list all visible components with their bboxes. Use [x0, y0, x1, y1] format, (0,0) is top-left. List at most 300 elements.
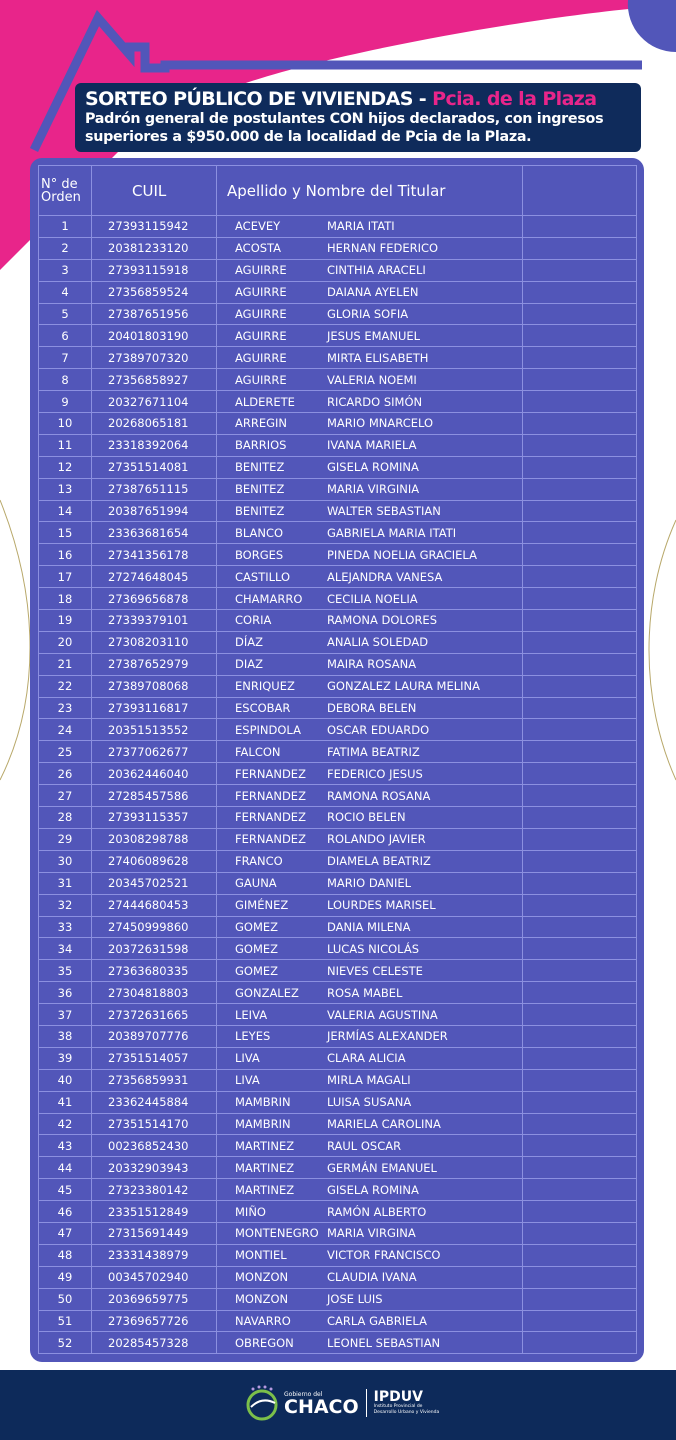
- logo-ipduv-sub2: Desarrollo Urbano y Vivienda: [373, 1410, 440, 1415]
- name-cell: [217, 456, 523, 478]
- order-cell: 44: [39, 1157, 92, 1179]
- cuil-cell: 20268065181: [92, 413, 217, 435]
- name-cell: [217, 1069, 523, 1091]
- empty-cell: [523, 1157, 637, 1179]
- order-cell: 25: [39, 741, 92, 763]
- first-name: JESUS EMANUEL: [327, 328, 421, 343]
- order-cell: 30: [39, 850, 92, 872]
- empty-cell: [523, 697, 637, 719]
- first-name: RAMONA ROSANA: [327, 788, 431, 803]
- cuil-cell: 27351514081: [92, 456, 217, 478]
- surname: ALDERETE: [235, 394, 295, 409]
- cuil-cell: 27356859931: [92, 1069, 217, 1091]
- surname: MONZON: [235, 1292, 289, 1307]
- subtitle-line-2: superiores a $950.000 de la localidad de Pcia de la Plaza.: [85, 129, 532, 145]
- applicants-table: [38, 165, 637, 1354]
- surname: MAMBRIN: [235, 1116, 291, 1131]
- empty-cell: [523, 566, 637, 588]
- order-cell: 37: [39, 1004, 92, 1026]
- cuil-cell: 27304818803: [92, 982, 217, 1004]
- surname: MARTINEZ: [235, 1182, 295, 1197]
- first-name: LEONEL SEBASTIAN: [327, 1335, 441, 1350]
- table-row: [39, 1135, 637, 1157]
- empty-cell: [523, 1179, 637, 1201]
- cuil-cell: 27387651956: [92, 303, 217, 325]
- order-cell: 10: [39, 413, 92, 435]
- surname: GIMÉNEZ: [235, 898, 289, 913]
- surname: ARREGIN: [235, 416, 288, 431]
- order-cell: 9: [39, 391, 92, 413]
- table-row: [39, 347, 637, 369]
- name-cell: [217, 960, 523, 982]
- cuil-cell: 23331438979: [92, 1244, 217, 1266]
- surname: MARTINEZ: [235, 1160, 295, 1175]
- name-cell: [217, 588, 523, 610]
- table-row: [39, 916, 637, 938]
- order-cell: 15: [39, 522, 92, 544]
- order-cell: 23: [39, 697, 92, 719]
- empty-cell: [523, 960, 637, 982]
- empty-cell: [523, 303, 637, 325]
- table-row: [39, 1179, 637, 1201]
- cuil-cell: 20401803190: [92, 325, 217, 347]
- surname: LEYES: [235, 1029, 271, 1044]
- name-cell: [217, 413, 523, 435]
- cuil-cell: 20372631598: [92, 938, 217, 960]
- empty-cell: [523, 588, 637, 610]
- name-cell: [217, 281, 523, 303]
- order-cell: 42: [39, 1113, 92, 1135]
- header-order: N° de Orden: [39, 166, 92, 216]
- table-row: [39, 259, 637, 281]
- name-cell: [217, 1332, 523, 1354]
- surname: LEIVA: [235, 1007, 268, 1022]
- empty-cell: [523, 522, 637, 544]
- order-cell: 19: [39, 610, 92, 632]
- empty-cell: [523, 675, 637, 697]
- subtitle-line-1: Padrón general de postulantes CON hijos declarados, con ingresos: [85, 111, 604, 127]
- table-row: [39, 391, 637, 413]
- page-title: [85, 88, 641, 110]
- first-name: GLORIA SOFIA: [327, 307, 409, 321]
- cuil-cell: 20345702521: [92, 872, 217, 894]
- surname: BENITEZ: [235, 504, 285, 519]
- table-row: [39, 1201, 637, 1223]
- table-row: [39, 1222, 637, 1244]
- title-highlight: Pcia. de la Plaza: [432, 88, 597, 110]
- cuil-cell: 20389707776: [92, 1025, 217, 1047]
- order-cell: 27: [39, 785, 92, 807]
- first-name: DAIANA AYELEN: [327, 285, 419, 300]
- order-cell: 1: [39, 216, 92, 238]
- table-row: [39, 456, 637, 478]
- empty-cell: [523, 237, 637, 259]
- empty-cell: [523, 369, 637, 391]
- first-name: WALTER SEBASTIAN: [327, 504, 441, 519]
- name-cell: [217, 566, 523, 588]
- logo-gobierno-del: Gobierno del: [284, 1390, 323, 1398]
- surname: DÍAZ: [235, 635, 263, 650]
- name-cell: [217, 894, 523, 916]
- surname: FERNANDEZ: [235, 788, 306, 803]
- empty-cell: [523, 544, 637, 566]
- order-cell: 29: [39, 828, 92, 850]
- name-cell: [217, 303, 523, 325]
- cuil-cell: 20351513552: [92, 719, 217, 741]
- table-row: [39, 1157, 637, 1179]
- surname: NAVARRO: [235, 1313, 291, 1328]
- first-name: ROSA MABEL: [327, 985, 403, 1000]
- first-name: HERNAN FEDERICO: [327, 241, 439, 256]
- cuil-cell: 27369656878: [92, 588, 217, 610]
- order-cell: 45: [39, 1179, 92, 1201]
- surname: CORIA: [235, 613, 272, 628]
- cuil-cell: 27389708068: [92, 675, 217, 697]
- name-cell: [217, 1157, 523, 1179]
- order-cell: 48: [39, 1244, 92, 1266]
- name-cell: [217, 938, 523, 960]
- name-cell: [217, 237, 523, 259]
- empty-cell: [523, 281, 637, 303]
- name-cell: [217, 763, 523, 785]
- cuil-cell: 27393116817: [92, 697, 217, 719]
- order-cell: 39: [39, 1047, 92, 1069]
- empty-cell: [523, 1135, 637, 1157]
- empty-cell: [523, 325, 637, 347]
- surname: FERNANDEZ: [235, 766, 306, 781]
- name-cell: [217, 631, 523, 653]
- name-cell: [217, 1025, 523, 1047]
- title-text: SORTEO PÚBLICO DE VIVIENDAS -: [85, 88, 433, 110]
- cuil-cell: 27393115918: [92, 259, 217, 281]
- first-name: CLAUDIA IVANA: [327, 1270, 417, 1285]
- first-name: JERMÍAS ALEXANDER: [327, 1029, 448, 1044]
- first-name: GISELA ROMINA: [327, 460, 419, 475]
- table-row: [39, 1266, 637, 1288]
- order-cell: 18: [39, 588, 92, 610]
- first-name: ROCIO BELEN: [327, 810, 406, 825]
- surname: BENITEZ: [235, 460, 285, 475]
- name-cell: [217, 1091, 523, 1113]
- first-name: DIAMELA BEATRIZ: [327, 854, 431, 869]
- surname: GOMEZ: [235, 963, 279, 978]
- empty-cell: [523, 653, 637, 675]
- cuil-cell: 27406089628: [92, 850, 217, 872]
- empty-cell: [523, 610, 637, 632]
- surname: MIÑO: [235, 1204, 266, 1219]
- order-cell: 46: [39, 1201, 92, 1223]
- name-cell: [217, 1201, 523, 1223]
- surname: DIAZ: [235, 657, 263, 672]
- first-name: CARLA GABRIELA: [327, 1313, 427, 1328]
- empty-cell: [523, 1069, 637, 1091]
- first-name: MARIO DANIEL: [327, 876, 412, 891]
- table-body: [39, 216, 637, 1354]
- name-cell: [217, 697, 523, 719]
- cuil-cell: 27285457586: [92, 785, 217, 807]
- first-name: LUISA SUSANA: [327, 1095, 412, 1110]
- name-cell: [217, 391, 523, 413]
- name-cell: [217, 1004, 523, 1026]
- name-cell: [217, 807, 523, 829]
- cuil-cell: 23362445884: [92, 1091, 217, 1113]
- order-cell: 47: [39, 1222, 92, 1244]
- empty-cell: [523, 1091, 637, 1113]
- first-name: RAUL OSCAR: [327, 1138, 402, 1153]
- first-name: GABRIELA MARIA ITATI: [327, 525, 457, 540]
- order-cell: 16: [39, 544, 92, 566]
- table-row: [39, 566, 637, 588]
- table-row: [39, 960, 637, 982]
- empty-cell: [523, 347, 637, 369]
- surname: AGUIRRE: [235, 307, 287, 321]
- order-cell: 49: [39, 1266, 92, 1288]
- table-row: [39, 1244, 637, 1266]
- empty-cell: [523, 741, 637, 763]
- first-name: PINEDA NOELIA GRACIELA: [327, 547, 477, 562]
- empty-cell: [523, 434, 637, 456]
- order-cell: 32: [39, 894, 92, 916]
- order-cell: 41: [39, 1091, 92, 1113]
- cuil-cell: 23318392064: [92, 434, 217, 456]
- order-cell: 33: [39, 916, 92, 938]
- table-row: [39, 938, 637, 960]
- order-cell: 8: [39, 369, 92, 391]
- footer-logos: [245, 1385, 439, 1421]
- surname: BLANCO: [235, 525, 284, 540]
- name-cell: [217, 675, 523, 697]
- surname: GAUNA: [235, 876, 277, 891]
- empty-cell: [523, 1201, 637, 1223]
- order-cell: 52: [39, 1332, 92, 1354]
- table-row: [39, 303, 637, 325]
- first-name: MARIO MNARCELO: [327, 416, 434, 431]
- first-name: GONZALEZ LAURA MELINA: [327, 679, 480, 694]
- name-cell: [217, 544, 523, 566]
- order-cell: 7: [39, 347, 92, 369]
- table-row: [39, 1091, 637, 1113]
- cuil-cell: 00236852430: [92, 1135, 217, 1157]
- surname: GOMEZ: [235, 919, 279, 934]
- order-cell: 34: [39, 938, 92, 960]
- empty-cell: [523, 216, 637, 238]
- table-row: [39, 872, 637, 894]
- cuil-cell: 27369657726: [92, 1310, 217, 1332]
- table-row: [39, 982, 637, 1004]
- name-cell: [217, 719, 523, 741]
- table-row: [39, 325, 637, 347]
- name-cell: [217, 982, 523, 1004]
- surname: MONTENEGRO: [235, 1226, 319, 1241]
- surname: FRANCO: [235, 854, 283, 869]
- table-row: [39, 1332, 637, 1354]
- table-row: [39, 588, 637, 610]
- cuil-cell: 20308298788: [92, 828, 217, 850]
- cuil-cell: 20362446040: [92, 763, 217, 785]
- order-cell: 24: [39, 719, 92, 741]
- surname: MONZON: [235, 1270, 289, 1285]
- first-name: MARIA ITATI: [327, 219, 395, 234]
- first-name: DEBORA BELEN: [327, 701, 417, 716]
- table-row: [39, 741, 637, 763]
- empty-cell: [523, 828, 637, 850]
- order-cell: 12: [39, 456, 92, 478]
- empty-cell: [523, 1025, 637, 1047]
- name-cell: [217, 434, 523, 456]
- cuil-cell: 27356858927: [92, 369, 217, 391]
- order-cell: 14: [39, 500, 92, 522]
- empty-cell: [523, 1266, 637, 1288]
- order-cell: 3: [39, 259, 92, 281]
- table-row: [39, 697, 637, 719]
- first-name: MIRTA ELISABETH: [327, 350, 429, 365]
- table-row: [39, 894, 637, 916]
- cuil-cell: 23351512849: [92, 1201, 217, 1223]
- empty-cell: [523, 1310, 637, 1332]
- first-name: VALERIA AGUSTINA: [327, 1007, 438, 1022]
- cuil-cell: 27341356178: [92, 544, 217, 566]
- table-row: [39, 237, 637, 259]
- name-cell: [217, 347, 523, 369]
- cuil-cell: 20387651994: [92, 500, 217, 522]
- first-name: RICARDO SIMÓN: [327, 394, 423, 409]
- empty-cell: [523, 478, 637, 500]
- cuil-cell: 27387652979: [92, 653, 217, 675]
- cuil-cell: 27387651115: [92, 478, 217, 500]
- order-cell: 51: [39, 1310, 92, 1332]
- table-row: [39, 522, 637, 544]
- table-row: [39, 1310, 637, 1332]
- first-name: GERMÁN EMANUEL: [327, 1160, 437, 1175]
- surname: MARTINEZ: [235, 1138, 295, 1153]
- name-cell: [217, 872, 523, 894]
- empty-cell: [523, 872, 637, 894]
- order-cell: 5: [39, 303, 92, 325]
- table-row: [39, 807, 637, 829]
- surname: GOMEZ: [235, 941, 279, 956]
- first-name: NIEVES CELESTE: [327, 963, 423, 978]
- empty-cell: [523, 259, 637, 281]
- first-name: MARIA VIRGINIA: [327, 482, 420, 497]
- first-name: FATIMA BEATRIZ: [327, 744, 420, 759]
- surname: ESPINDOLA: [235, 722, 301, 737]
- cuil-cell: 27444680453: [92, 894, 217, 916]
- cuil-cell: 23363681654: [92, 522, 217, 544]
- cuil-cell: 27363680335: [92, 960, 217, 982]
- order-cell: 21: [39, 653, 92, 675]
- table-row: [39, 653, 637, 675]
- first-name: RAMONA DOLORES: [327, 613, 438, 628]
- empty-cell: [523, 850, 637, 872]
- order-cell: 40: [39, 1069, 92, 1091]
- table-row: [39, 850, 637, 872]
- table-row: [39, 763, 637, 785]
- table-row: [39, 413, 637, 435]
- surname: BORGES: [235, 547, 284, 562]
- cuil-cell: 20285457328: [92, 1332, 217, 1354]
- first-name: ALEJANDRA VANESA: [327, 569, 443, 584]
- surname: LIVA: [235, 1073, 260, 1088]
- surname: BARRIOS: [235, 438, 287, 453]
- name-cell: [217, 828, 523, 850]
- table-row: [39, 631, 637, 653]
- surname: ESCOBAR: [235, 701, 291, 716]
- cuil-cell: 27315691449: [92, 1222, 217, 1244]
- logo-chaco: CHACO: [284, 1395, 359, 1418]
- empty-cell: [523, 1004, 637, 1026]
- surname: CHAMARRO: [235, 591, 303, 606]
- surname: CASTILLO: [235, 569, 291, 584]
- order-cell: 31: [39, 872, 92, 894]
- empty-cell: [523, 631, 637, 653]
- name-cell: [217, 325, 523, 347]
- name-cell: [217, 1288, 523, 1310]
- first-name: IVANA MARIELA: [327, 438, 417, 453]
- name-cell: [217, 1222, 523, 1244]
- logo-divider: [366, 1389, 367, 1417]
- order-cell: 26: [39, 763, 92, 785]
- table-header-row: [39, 166, 637, 216]
- surname: AGUIRRE: [235, 372, 287, 387]
- surname: AGUIRRE: [235, 285, 287, 300]
- cuil-cell: 27351514170: [92, 1113, 217, 1135]
- first-name: ANALIA SOLEDAD: [327, 635, 429, 650]
- cuil-cell: 27393115357: [92, 807, 217, 829]
- first-name: DANIA MILENA: [327, 919, 411, 934]
- order-cell: 4: [39, 281, 92, 303]
- table-row: [39, 675, 637, 697]
- surname: GONZALEZ: [235, 985, 299, 1000]
- cuil-cell: 20332903943: [92, 1157, 217, 1179]
- first-name: OSCAR EDUARDO: [327, 722, 430, 737]
- first-name: MAIRA ROSANA: [327, 657, 417, 672]
- surname: BENITEZ: [235, 482, 285, 497]
- first-name: JOSE LUIS: [327, 1292, 383, 1307]
- name-cell: [217, 741, 523, 763]
- empty-cell: [523, 894, 637, 916]
- cuil-cell: 27351514057: [92, 1047, 217, 1069]
- name-cell: [217, 500, 523, 522]
- cuil-cell: 27450999860: [92, 916, 217, 938]
- surname: MAMBRIN: [235, 1095, 291, 1110]
- order-cell: 6: [39, 325, 92, 347]
- cuil-cell: 27372631665: [92, 1004, 217, 1026]
- first-name: CLARA ALICIA: [327, 1051, 406, 1066]
- title-banner: [75, 83, 641, 152]
- first-name: FEDERICO JESUS: [327, 766, 423, 781]
- empty-cell: [523, 413, 637, 435]
- surname: AGUIRRE: [235, 263, 287, 278]
- empty-cell: [523, 1222, 637, 1244]
- first-name: GISELA ROMINA: [327, 1182, 419, 1197]
- empty-cell: [523, 500, 637, 522]
- first-name: RAMÓN ALBERTO: [327, 1204, 427, 1219]
- order-cell: 36: [39, 982, 92, 1004]
- table-row: [39, 1025, 637, 1047]
- order-cell: 20: [39, 631, 92, 653]
- empty-cell: [523, 391, 637, 413]
- surname: FERNANDEZ: [235, 810, 306, 825]
- empty-cell: [523, 916, 637, 938]
- surname: FERNANDEZ: [235, 832, 306, 847]
- table-row: [39, 1004, 637, 1026]
- chaco-emblem-icon: [245, 1385, 279, 1421]
- first-name: MIRLA MAGALI: [327, 1073, 411, 1088]
- cuil-cell: 27323380142: [92, 1179, 217, 1201]
- name-cell: [217, 522, 523, 544]
- first-name: CINTHIA ARACELI: [327, 263, 426, 278]
- name-cell: [217, 1310, 523, 1332]
